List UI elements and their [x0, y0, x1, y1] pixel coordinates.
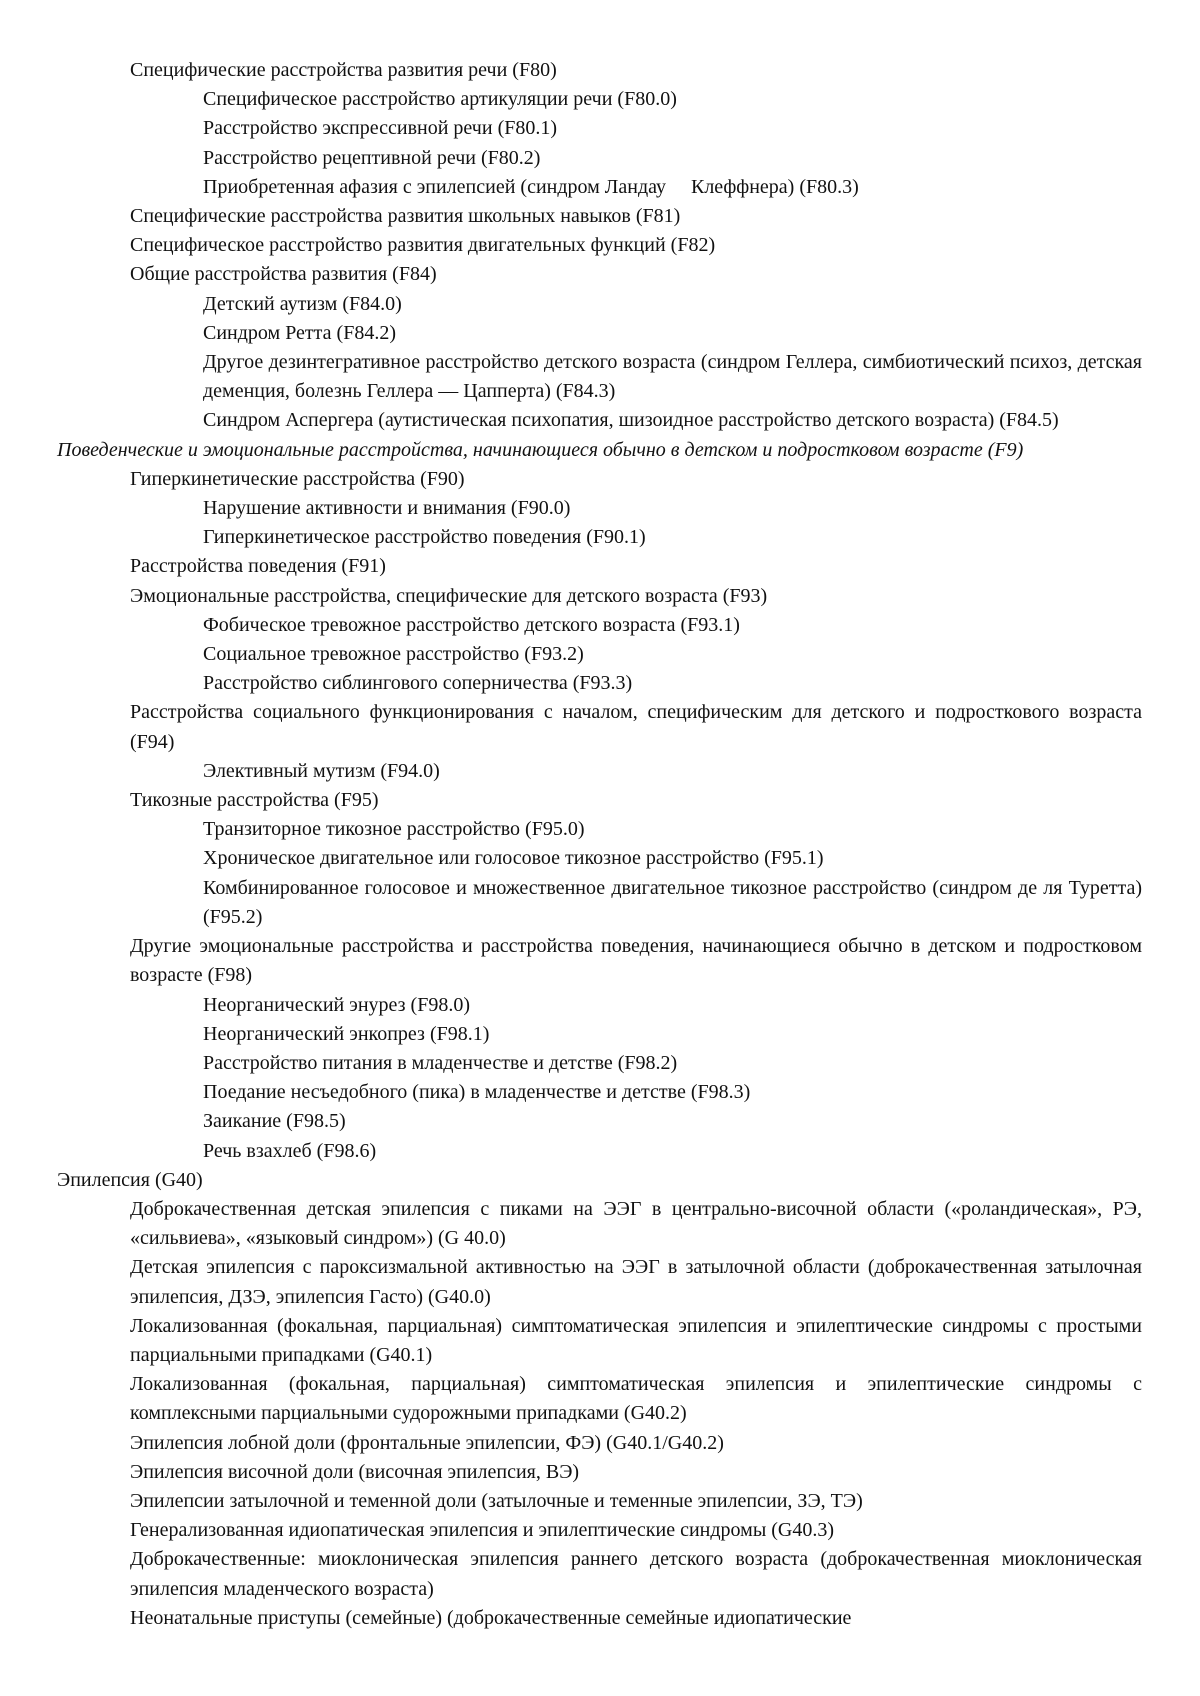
- subcategory-entry: Фобическое тревожное расстройство детского возраста (F93.1): [57, 611, 1142, 640]
- subcategory-entry: Элективный мутизм (F94.0): [57, 757, 1142, 786]
- subcategory-entry: Расстройство питания в младенчестве и детстве (F98.2): [57, 1049, 1142, 1078]
- subcategory-entry: Расстройство рецептивной речи (F80.2): [57, 144, 1142, 173]
- subcategory-entry: Заикание (F98.5): [57, 1107, 1142, 1136]
- category-entry: Неонатальные приступы (семейные) (доброкачественные семейные идиопатические: [57, 1604, 1142, 1633]
- category-entry: Специфические расстройства развития школьных навыков (F81): [57, 202, 1142, 231]
- subcategory-entry: Гиперкинетическое расстройство поведения (F90.1): [57, 523, 1142, 552]
- category-entry: Доброкачественная детская эпилепсия с пиками на ЭЭГ в центрально-височной области («роландическая», РЭ, «сильвиева», «языковый синдром») (G 40.0): [57, 1195, 1142, 1253]
- category-entry: Локализованная (фокальная, парциальная) симптоматическая эпилепсия и эпилептические синдромы с простыми парциальными припадками (G40.1): [57, 1312, 1142, 1370]
- subcategory-entry: Расстройство сиблингового соперничества (F93.3): [57, 669, 1142, 698]
- category-entry: Локализованная (фокальная, парциальная) симптоматическая эпилепсия и эпилептические синдромы с комплексными парциальными судорожными припадками (G40.2): [57, 1370, 1142, 1428]
- category-entry: Эпилепсия лобной доли (фронтальные эпилепсии, ФЭ) (G40.1/G40.2): [57, 1429, 1142, 1458]
- category-entry: Эмоциональные расстройства, специфические для детского возраста (F93): [57, 582, 1142, 611]
- category-entry: Генерализованная идиопатическая эпилепсия и эпилептические синдромы (G40.3): [57, 1516, 1142, 1545]
- category-entry: Специфическое расстройство развития двигательных функций (F82): [57, 231, 1142, 260]
- subcategory-entry: Детский аутизм (F84.0): [57, 290, 1142, 319]
- subcategory-entry: Синдром Ретта (F84.2): [57, 319, 1142, 348]
- subcategory-entry: Синдром Аспергера (аутистическая психопатия, шизоидное расстройство детского возраста) (F84.5): [57, 406, 1142, 435]
- category-entry: Другие эмоциональные расстройства и расстройства поведения, начинающиеся обычно в детском и подростковом возрасте (F98): [57, 932, 1142, 990]
- subcategory-entry: Нарушение активности и внимания (F90.0): [57, 494, 1142, 523]
- category-entry: Общие расстройства развития (F84): [57, 260, 1142, 289]
- subcategory-entry: Речь взахлеб (F98.6): [57, 1137, 1142, 1166]
- subcategory-entry: Расстройство экспрессивной речи (F80.1): [57, 114, 1142, 143]
- document-page: [0, 0, 1200, 1696]
- subcategory-entry: Комбинированное голосовое и множественное двигательное тикозное расстройство (синдром де ля Туретта) (F95.2): [57, 874, 1142, 932]
- subcategory-entry: Хроническое двигательное или голосовое тикозное расстройство (F95.1): [57, 844, 1142, 873]
- section-heading: Эпилепсия (G40): [57, 1166, 1142, 1195]
- category-entry: Гиперкинетические расстройства (F90): [57, 465, 1142, 494]
- subcategory-entry: Другое дезинтегративное расстройство детского возраста (синдром Геллера, симбиотический психоз, детская деменция, болезнь Геллера — Цапперта) (F84.3): [57, 348, 1142, 406]
- category-entry: Доброкачественные: миоклоническая эпилепсия раннего детского возраста (доброкачественная миоклоническая эпилепсия младенческого возраста): [57, 1545, 1142, 1603]
- subcategory-entry: Социальное тревожное расстройство (F93.2): [57, 640, 1142, 669]
- category-entry: Детская эпилепсия с пароксизмальной активностью на ЭЭГ в затылочной области (доброкачественная затылочная эпилепсия, ДЗЭ, эпилепсия Гасто) (G40.0): [57, 1253, 1142, 1311]
- section-heading: Поведенческие и эмоциональные расстройства, начинающиеся обычно в детском и подростковом возрасте (F9): [57, 436, 1142, 465]
- subcategory-entry: Поедание несъедобного (пика) в младенчестве и детстве (F98.3): [57, 1078, 1142, 1107]
- category-entry: Расстройства поведения (F91): [57, 552, 1142, 581]
- subcategory-entry: Приобретенная афазия с эпилепсией (синдром Ландау Клеффнера) (F80.3): [57, 173, 1142, 202]
- subcategory-entry: Неорганический энурез (F98.0): [57, 991, 1142, 1020]
- subcategory-entry: Транзиторное тикозное расстройство (F95.0): [57, 815, 1142, 844]
- category-entry: Расстройства социального функционирования с началом, специфическим для детского и подросткового возраста (F94): [57, 698, 1142, 756]
- category-entry: Эпилепсии затылочной и теменной доли (затылочные и теменные эпилепсии, ЗЭ, ТЭ): [57, 1487, 1142, 1516]
- subcategory-entry: Неорганический энкопрез (F98.1): [57, 1020, 1142, 1049]
- category-entry: Специфические расстройства развития речи (F80): [57, 56, 1142, 85]
- subcategory-entry: Специфическое расстройство артикуляции речи (F80.0): [57, 85, 1142, 114]
- category-entry: Тикозные расстройства (F95): [57, 786, 1142, 815]
- category-entry: Эпилепсия височной доли (височная эпилепсия, ВЭ): [57, 1458, 1142, 1487]
